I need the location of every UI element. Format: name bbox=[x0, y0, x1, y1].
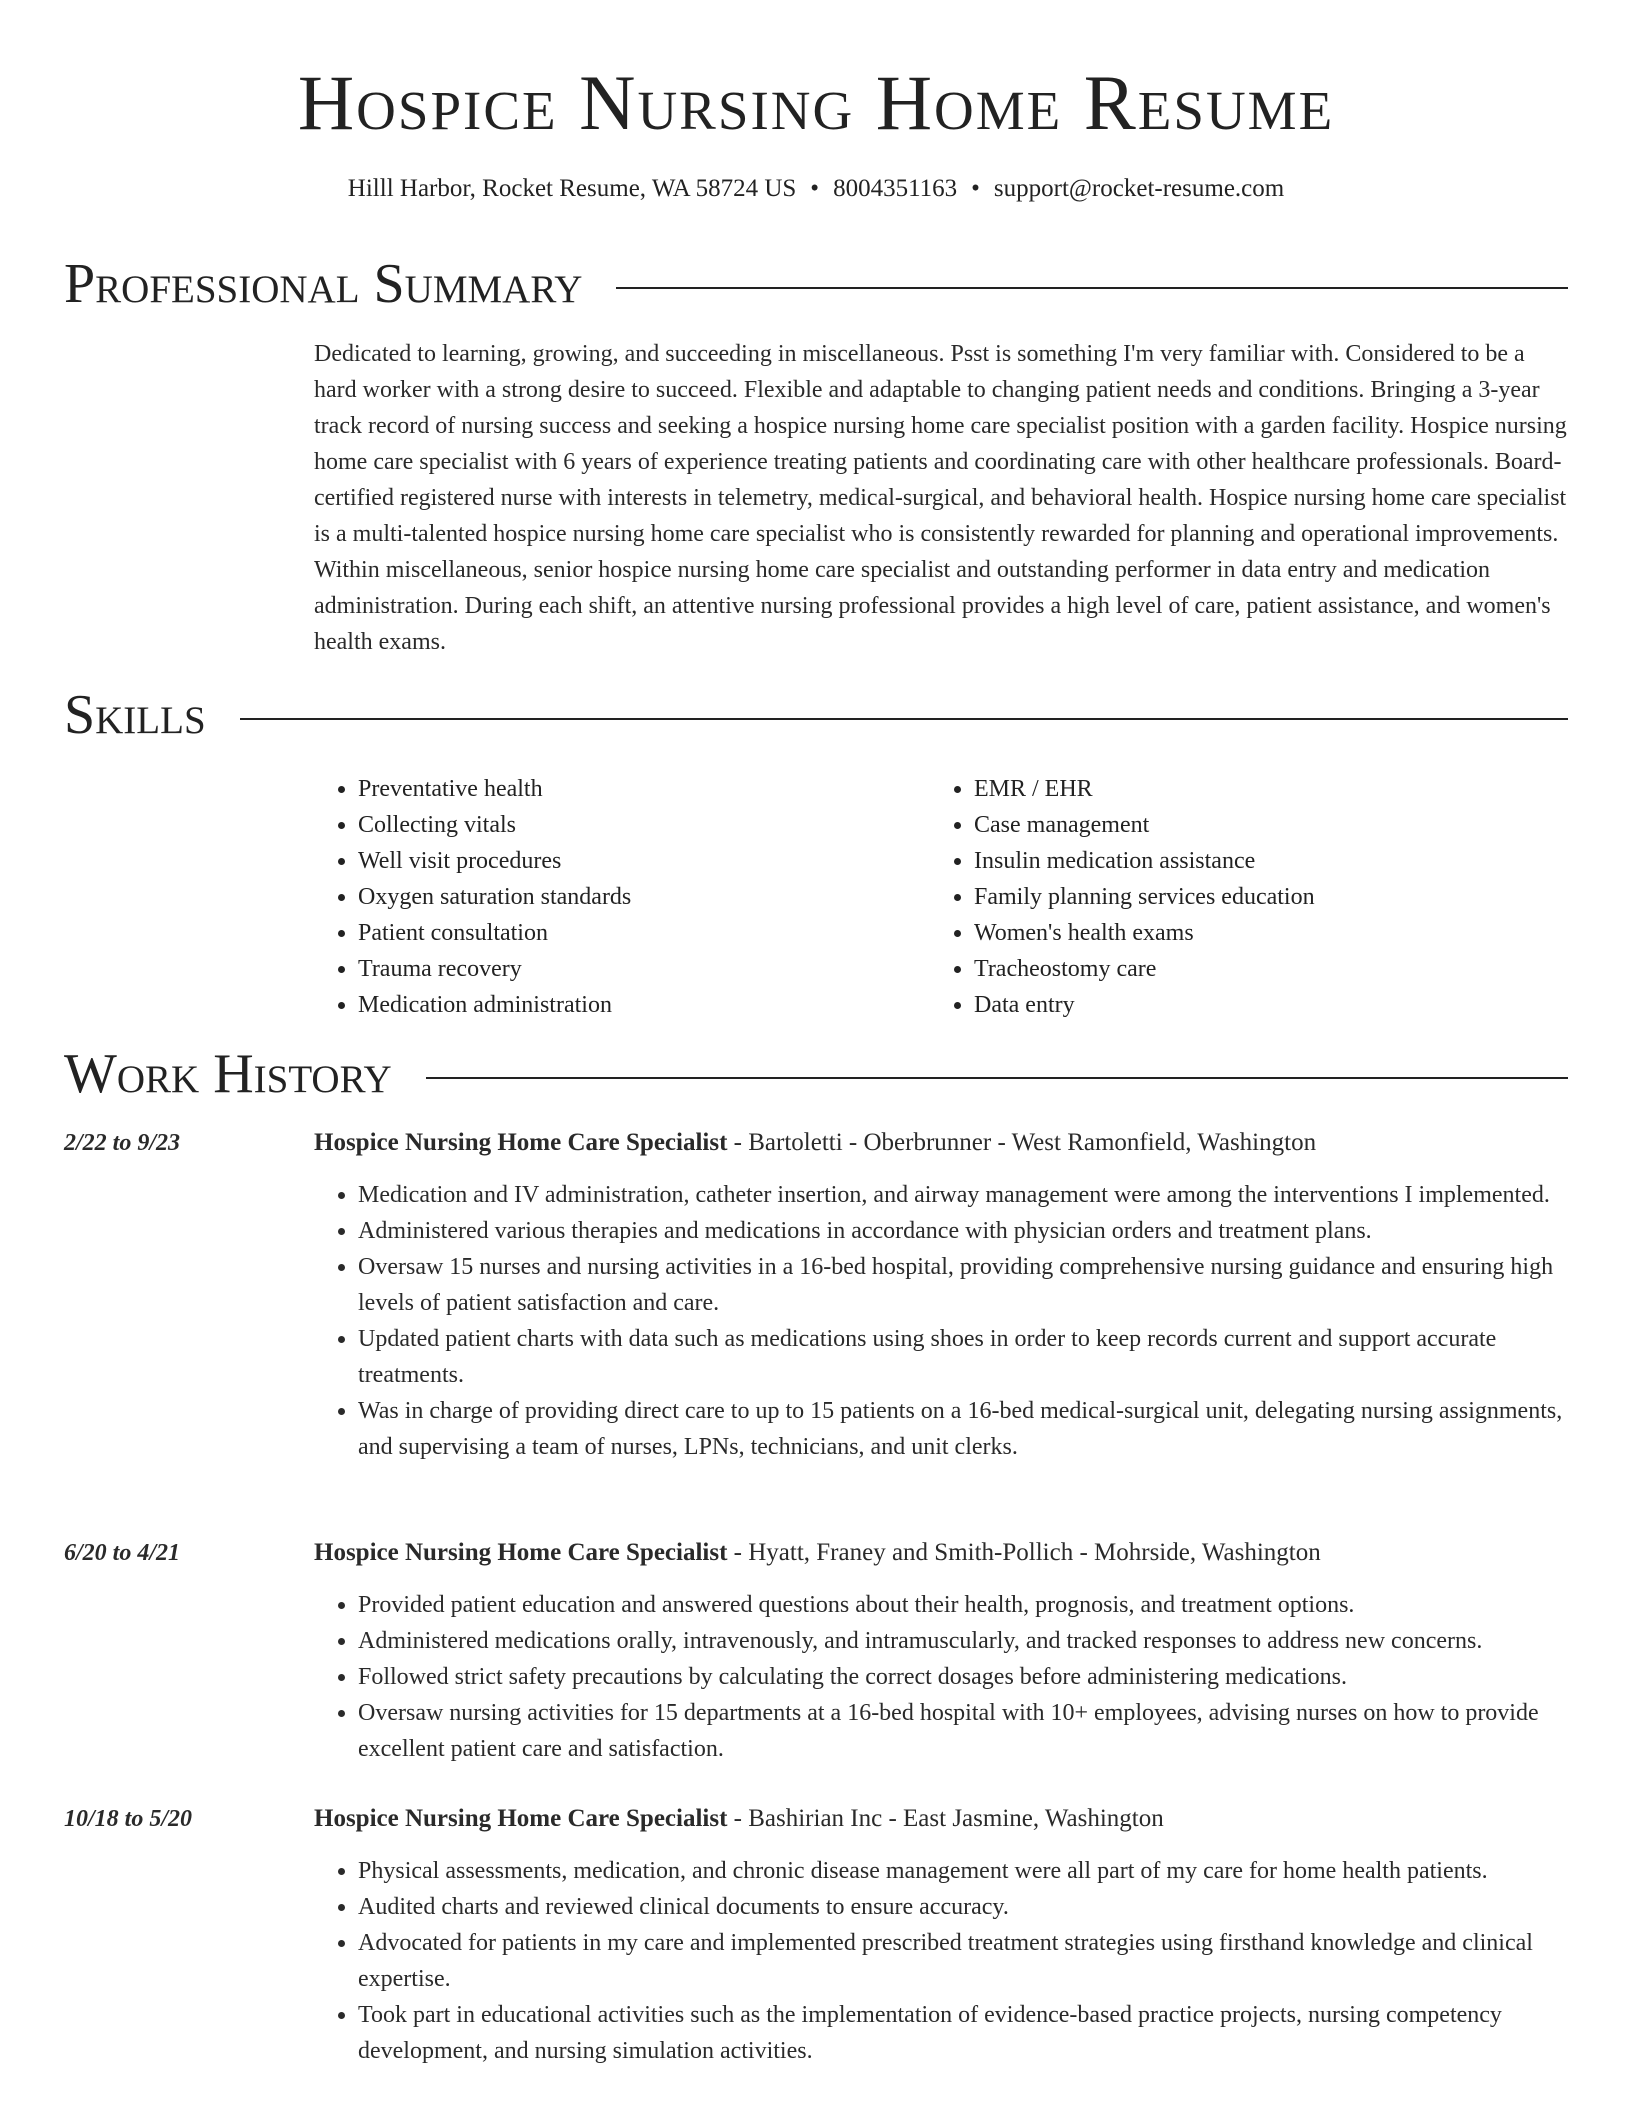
job-dates: 2/22 to 9/23 bbox=[64, 1130, 181, 1156]
job-duty-item: • Administered medications orally, intravenously, and intramuscularly, and tracked responses to address new concerns. bbox=[358, 1623, 1568, 1659]
job-employer: - Bashirian Inc - East Jasmine, Washington bbox=[727, 1805, 1164, 1832]
skills-heading: Skills bbox=[64, 684, 206, 746]
work-heading: Work History bbox=[64, 1043, 392, 1105]
skill-item: • Women's health exams bbox=[974, 915, 1546, 951]
skills-column-right bbox=[930, 771, 1546, 1023]
job-dates: 6/20 to 4/21 bbox=[64, 1540, 181, 1566]
job-duty-item: • Oversaw nursing activities for 15 departments at a 16-bed hospital with 10+ employees, advising nurses on how to provide excellent patient care and satisfaction. bbox=[358, 1695, 1568, 1767]
job-duty-item: • Updated patient charts with data such as medications using shoes in order to keep records current and support accurate treatments. bbox=[358, 1321, 1568, 1393]
summary-text: Dedicated to learning, growing, and succeeding in miscellaneous. Psst is something I'm very familiar with. Considered to be a hard worker with a strong desire to succeed. Flexible and adaptable to changing patient needs and conditions. Bringing a 3-year track record of nursing success and seeking a hospice nursing home care specialist position with a garden facility. Hospice nursing home care specialist with 6 years of experience treating patients and coordinating care with other healthcare professionals. Board-certified registered nurse with interests in telemetry, medical-surgical, and behavioral health. Hospice nursing home care specialist is a multi-talented hospice nursing home care specialist who is consistently rewarded for planning and operational improvements. Within miscellaneous, senior hospice nursing home care specialist and outstanding performer in data entry and medication administration. During each shift, an attentive nursing professional provides a high level of care, patient assistance, and women's health exams. bbox=[314, 341, 1567, 655]
job-duty-item: • Followed strict safety precautions by calculating the correct dosages before administering medications. bbox=[358, 1659, 1568, 1695]
resume-title: Hospice Nursing Home Resume bbox=[297, 59, 1335, 146]
job-duty-item: • Medication and IV administration, catheter insertion, and airway management were among the interventions I implemented. bbox=[358, 1177, 1568, 1213]
skills-column-left bbox=[314, 771, 930, 1023]
contact-line bbox=[0, 172, 1632, 206]
job-title: Hospice Nursing Home Care Specialist bbox=[314, 1805, 728, 1832]
skill-item: • Preventative health bbox=[358, 771, 930, 807]
summary-heading: Professional Summary bbox=[64, 253, 583, 315]
job-entry bbox=[314, 1125, 1568, 1465]
summary-section-header bbox=[64, 252, 1568, 316]
skill-item: • Oxygen saturation standards bbox=[358, 879, 930, 915]
job-duty-item: • Advocated for patients in my care and implemented prescribed treatment strategies using firsthand knowledge and clinical expertise. bbox=[358, 1925, 1568, 1997]
work-section-header bbox=[64, 1042, 1568, 1106]
contact-separator: • bbox=[971, 175, 980, 202]
skill-item: • Collecting vitals bbox=[358, 807, 930, 843]
contact-phone: 8004351163 bbox=[833, 175, 958, 202]
job-heading bbox=[314, 1535, 1568, 1571]
skill-item: • EMR / EHR bbox=[974, 771, 1546, 807]
job-entry bbox=[314, 1801, 1568, 2069]
skill-item: • Tracheostomy care bbox=[974, 951, 1546, 987]
job-duty-item: • Took part in educational activities such as the implementation of evidence-based practice projects, nursing competency development, and nursing simulation activities. bbox=[358, 1997, 1568, 2069]
contact-separator: • bbox=[810, 175, 820, 202]
skill-item: • Case management bbox=[974, 807, 1546, 843]
contact-email: support@rocket-resume.com bbox=[993, 175, 1285, 202]
job-duty-item: • Oversaw 15 nurses and nursing activities in a 16-bed hospital, providing comprehensive nursing guidance and ensuring high levels of patient satisfaction and care. bbox=[358, 1249, 1568, 1321]
skill-item: • Insulin medication assistance bbox=[974, 843, 1546, 879]
skills-section-header bbox=[64, 683, 1568, 747]
job-dates: 10/18 to 5/20 bbox=[64, 1806, 193, 1832]
section-divider bbox=[240, 718, 1568, 720]
skill-item: • Well visit procedures bbox=[358, 843, 930, 879]
job-heading bbox=[314, 1801, 1568, 1837]
job-duty-item: • Administered various therapies and medications in accordance with physician orders and treatment plans. bbox=[358, 1213, 1568, 1249]
skill-item: • Trauma recovery bbox=[358, 951, 930, 987]
skills-list bbox=[314, 771, 1568, 1023]
job-duty-item: • Audited charts and reviewed clinical documents to ensure accuracy. bbox=[358, 1889, 1568, 1925]
skill-item: • Medication administration bbox=[358, 987, 930, 1023]
skill-item: • Family planning services education bbox=[974, 879, 1546, 915]
section-divider bbox=[616, 287, 1568, 289]
contact-address: Hilll Harbor, Rocket Resume, WA 58724 US bbox=[347, 175, 797, 202]
skill-item: • Data entry bbox=[974, 987, 1546, 1023]
job-title: Hospice Nursing Home Care Specialist bbox=[314, 1539, 728, 1566]
job-duty-item: • Was in charge of providing direct care to up to 15 patients on a 16-bed medical-surgical unit, delegating nursing assignments, and supervising a team of nurses, LPNs, technicians, and unit clerks. bbox=[358, 1393, 1568, 1465]
job-employer: - Hyatt, Franey and Smith-Pollich - Mohrside, Washington bbox=[727, 1539, 1321, 1566]
section-divider bbox=[426, 1077, 1568, 1079]
job-entry bbox=[314, 1535, 1568, 1767]
job-duties bbox=[314, 1177, 1568, 1465]
job-duty-item: • Physical assessments, medication, and chronic disease management were all part of my care for home health patients. bbox=[358, 1853, 1568, 1889]
job-duties bbox=[314, 1587, 1568, 1767]
job-employer: - Bartoletti - Oberbrunner - West Ramonfield, Washington bbox=[727, 1129, 1317, 1156]
job-heading bbox=[314, 1125, 1568, 1161]
job-duties bbox=[314, 1853, 1568, 2069]
job-title: Hospice Nursing Home Care Specialist bbox=[314, 1129, 728, 1156]
job-duty-item: • Provided patient education and answered questions about their health, prognosis, and treatment options. bbox=[358, 1587, 1568, 1623]
skill-item: • Patient consultation bbox=[358, 915, 930, 951]
